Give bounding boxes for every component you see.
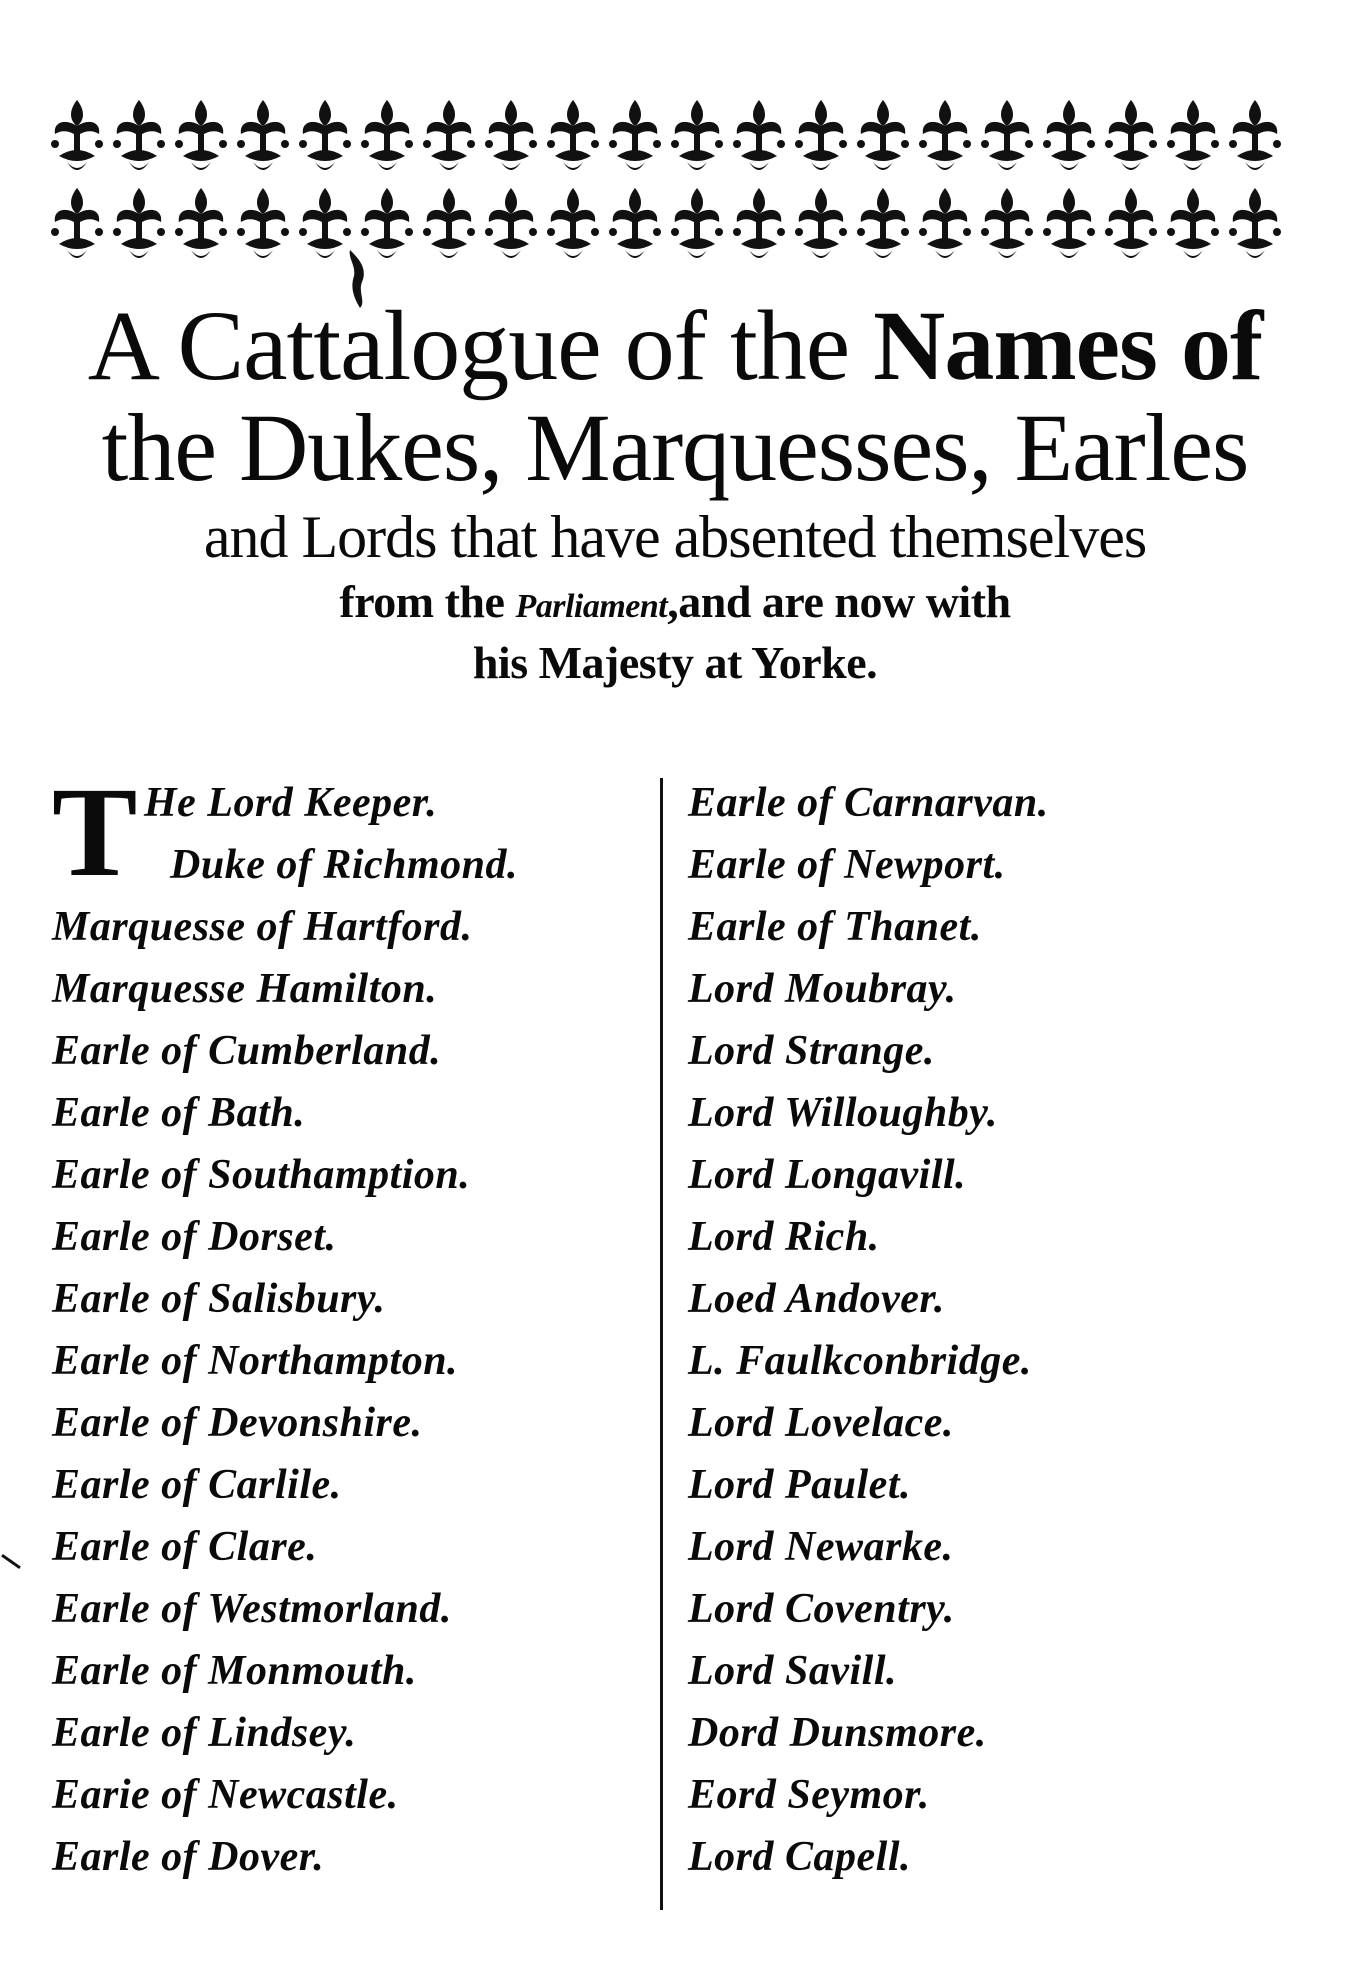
fleuron-icon: [1105, 100, 1157, 170]
title-line-5: his Majesty at Yorke.: [472, 637, 878, 688]
list-item: Lord Savill.: [688, 1648, 898, 1694]
fleuron-icon: [981, 100, 1033, 170]
list-item: Earle of Bath.: [52, 1090, 306, 1136]
list-item: Earle of Dover.: [52, 1834, 325, 1880]
fleuron-icon: [733, 100, 785, 170]
list-item: Earle of Devonshire.: [52, 1400, 423, 1446]
fleuron-icon: [423, 100, 475, 170]
list-item: Earle of Cumberland.: [52, 1028, 442, 1074]
list-item: Earle of Newport.: [688, 842, 1006, 888]
list-item: Earle of Dorset.: [52, 1214, 337, 1260]
title-line-4: [40, 574, 1310, 635]
title-line-3: and Lords that have absented themselves: [203, 504, 1147, 570]
fleuron-icon: [299, 100, 351, 170]
list-item: Lord Moubray.: [688, 966, 957, 1012]
right-column-list: [688, 772, 1288, 1888]
fleuron-icon: [485, 188, 537, 258]
fleuron-icon: [113, 100, 165, 170]
list-item: Lord Lovelace.: [688, 1400, 954, 1446]
list-item: Earle of Southamption.: [52, 1152, 471, 1198]
ornamental-header-band: [45, 92, 1285, 272]
list-item: Lord Willoughby.: [688, 1090, 998, 1136]
list-item: Earle of Westmorland.: [52, 1586, 452, 1632]
list-item: Earle of Carnarvan.: [688, 780, 1049, 826]
list-item: Earle of Carlile.: [52, 1462, 342, 1508]
list-item: Lord Paulet.: [688, 1462, 911, 1508]
page-title: [40, 290, 1310, 691]
fleuron-icon: [175, 100, 227, 170]
fleuron-icon: [1043, 188, 1095, 258]
fleuron-icon: [1043, 100, 1095, 170]
fleuron-icon: [919, 188, 971, 258]
fleuron-icon: [1105, 188, 1157, 258]
list-item: Earle of Salisbury.: [52, 1276, 386, 1322]
fleuron-icon: [1229, 188, 1281, 258]
list-item: Earie of Newcastle.: [52, 1772, 399, 1818]
fleuron-icon: [299, 188, 351, 258]
title-line-1-a: A Cattalogue of the: [87, 290, 850, 401]
list-item: Lord Capell.: [688, 1834, 911, 1880]
fleuron-icon: [423, 188, 475, 258]
list-item: Earle of Northampton.: [52, 1338, 459, 1384]
fleuron-icon: [547, 188, 599, 258]
fleuron-icon: [795, 188, 847, 258]
fleuron-icon: [609, 100, 661, 170]
list-item: Lord Rich.: [688, 1214, 880, 1260]
title-line-1: [40, 290, 1310, 401]
fleuron-icon: [1167, 188, 1219, 258]
list-item: Lord Coventry.: [688, 1586, 955, 1632]
dropcap-letter: T: [52, 761, 138, 903]
list-item: Earle of Clare.: [52, 1524, 318, 1570]
fleuron-icon: [919, 100, 971, 170]
list-item: Lord Longavill.: [688, 1152, 967, 1198]
list-item: Marquesse Hamilton.: [52, 966, 438, 1012]
fleuron-icon: [1229, 100, 1281, 170]
fleuron-icon: [1167, 100, 1219, 170]
list-item: Earle of Thanet.: [688, 904, 982, 950]
fleuron-icon: [547, 100, 599, 170]
list-item: L. Faulkconbridge.: [688, 1338, 1032, 1384]
fleuron-icon: [51, 188, 103, 258]
list-item: Earle of Lindsey.: [52, 1710, 357, 1756]
fleuron-icon: [361, 100, 413, 170]
list-item: Loed Andover.: [688, 1276, 945, 1322]
title-line-4-c: ,and are now with: [667, 576, 1011, 627]
list-item: Dord Dunsmore.: [688, 1710, 987, 1756]
margin-mark: [1, 1554, 21, 1569]
list-item: Lord Strange.: [688, 1028, 935, 1074]
fleuron-icon: [671, 100, 723, 170]
title-line-4-parliament: Parliament: [515, 588, 668, 625]
title-line-1-b: Names of: [873, 290, 1263, 401]
list-item: Earle of Monmouth.: [52, 1648, 417, 1694]
list-item: Lord Newarke.: [688, 1524, 954, 1570]
title-line-4-a: from the: [339, 576, 505, 627]
fleuron-icon: [671, 188, 723, 258]
fleuron-icon: [237, 100, 289, 170]
fleuron-icon: [857, 100, 909, 170]
fleuron-icon: [981, 188, 1033, 258]
list-item: He Lord Keeper.: [144, 780, 438, 826]
fleuron-icon: [175, 188, 227, 258]
fleuron-icon: [609, 188, 661, 258]
fleuron-icon: [51, 100, 103, 170]
list-item: Duke of Richmond.: [170, 842, 519, 888]
column-divider: [660, 778, 663, 1910]
fleuron-icon: [733, 188, 785, 258]
fleuron-icon: [485, 100, 537, 170]
dropcap-block: [52, 761, 642, 903]
fleuron-icon: [113, 188, 165, 258]
fleuron-icon: [857, 188, 909, 258]
fleuron-border-icon: [45, 92, 1285, 272]
list-item: Eord Seymor.: [688, 1772, 930, 1818]
fleuron-icon: [795, 100, 847, 170]
fleuron-icon: [237, 188, 289, 258]
left-column-list: [52, 761, 642, 1888]
list-item: Marquesse of Hartford.: [52, 904, 473, 950]
title-line-2: the Dukes, Marquesses, Earles: [101, 394, 1249, 501]
